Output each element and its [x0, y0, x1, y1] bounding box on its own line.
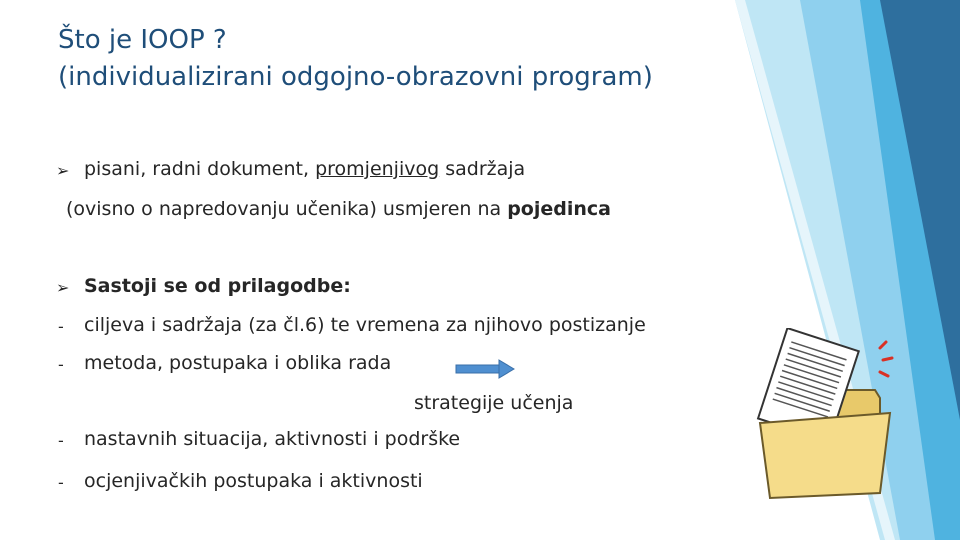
arrow-target-text: strategije učenja — [414, 392, 574, 414]
list-item: nastavnih situacija, aktivnosti i podrške — [84, 428, 461, 450]
paragraph-2-heading: Sastoji se od prilagodbe: — [84, 275, 351, 297]
arrowhead-bullet-icon: ➢ — [56, 161, 70, 180]
dash-bullet: - — [58, 473, 64, 492]
dash-bullet: - — [58, 317, 64, 336]
p1-line2-text: (ovisno o napredovanju učenika) usmjeren na — [66, 198, 508, 220]
slide-title-line1: Što je IOOP ? — [58, 25, 227, 55]
paragraph-1-line-2 — [66, 198, 611, 220]
p1-text-b: sadržaja — [439, 158, 526, 180]
dash-bullet: - — [58, 355, 64, 374]
list-item: ocjenjivačkih postupaka i aktivnosti — [84, 470, 423, 492]
p1-bold-word: pojedinca — [507, 198, 611, 220]
list-item: ciljeva i sadržaja (za čl.6) te vremena za njihovo postizanje — [84, 314, 646, 336]
list-item: metoda, postupaka i oblika rada — [84, 352, 392, 374]
paragraph-1-line-1 — [84, 158, 525, 180]
folder-with-document-icon — [740, 328, 900, 513]
arrowhead-bullet-icon: ➢ — [56, 278, 70, 297]
p1-text-a: pisani, radni dokument, — [84, 158, 316, 180]
right-arrow-icon — [455, 359, 515, 379]
p1-underlined-word: promjenjivog — [315, 158, 440, 180]
slide-title-line2: (individualizirani odgojno-obrazovni program) — [58, 62, 653, 92]
dash-bullet: - — [58, 431, 64, 450]
slide-title — [58, 22, 778, 96]
